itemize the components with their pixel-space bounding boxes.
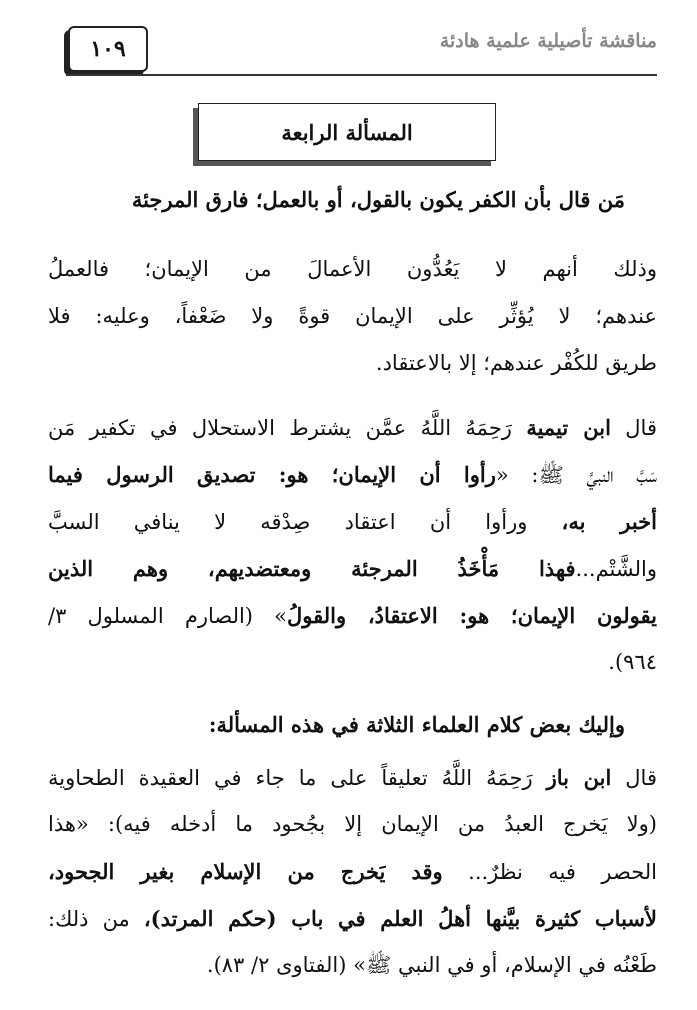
para3-line3: [48, 860, 657, 884]
author-ibn-taymiyya: ابن تيمية: [526, 415, 611, 440]
para2-line4-a: والشَّتْم...: [575, 557, 657, 581]
para1-line3: طريق للكُفْر عندهم؛ إلا بالاعتقاد.: [375, 351, 657, 375]
para2-line6: ٩٦٤).: [608, 650, 657, 674]
section-title: المسألة الرابعة: [281, 119, 413, 145]
para3-line5: طَعْنُه في الإسلام، أو في النبي ﷺ» (الفتاوى ٢/ ٨٣).: [206, 953, 657, 977]
author-ibn-baz: ابن باز: [546, 765, 612, 790]
para2-line2: [48, 463, 657, 487]
para2-line4: [48, 557, 657, 581]
para2-line3-b: ورأوا أن اعتقاد صِدْقه لا ينافي السبَّ: [48, 510, 528, 534]
para2-line1-c: رَحِمَهُ اللَّهُ عمَّن يشترط الاستحلال في تكفير مَن: [48, 416, 512, 440]
para1-line1: وذلك أنهم لا يَعُدُّون الأعمالَ من الإيمان؛ فالعملُ: [48, 257, 657, 281]
para2-line3: [48, 510, 657, 534]
para3-line4-a: لأسباب كثيرة بيَّنها أهلُ العلم في باب (حكم المرتد)،: [143, 906, 657, 931]
subheading: وإليك بعض كلام العلماء الثلاثة في هذه المسألة:: [208, 712, 625, 737]
para2-line4-b: فهذا مَأْخَذُ المرجئة ومعتضديهم، وهم الذين: [48, 556, 576, 581]
para2-line5-a: يقولون الإيمان؛ هو: الاعتقادُ، والقولُ: [286, 603, 657, 628]
para2-line1-a: قال: [625, 416, 657, 440]
para3-line1: [48, 766, 657, 790]
para3-line1-a: قال: [625, 766, 657, 790]
para2-line5-b: » (الصارم المسلول ٣/: [48, 604, 287, 628]
para2-line1: [48, 416, 657, 440]
para1-line2: عندهم؛ لا يُؤثِّر على الإيمان قوةً ولا ضَعْفاً، وعليه: فلا: [48, 304, 657, 328]
para2-line5: [48, 604, 657, 628]
para2-line2-a: سَبَّ النبيَّ ﷺ: «: [495, 463, 657, 487]
header-divider: [66, 74, 657, 76]
para3-line4: [48, 907, 657, 931]
para3-line2: (ولا يَخرج العبدُ من الإيمان إلا بجُحود ما أدخله فيه): «هذا: [48, 812, 657, 836]
page-number: ١٠٩: [68, 26, 148, 72]
para3-line3-b: وقد يَخرج من الإسلام بغير الجحود،: [48, 859, 443, 884]
running-title: مناقشة تأصيلية علمية هادئة: [439, 30, 657, 52]
para3-line3-a: الحصر فيه نظرٌ...: [468, 860, 657, 884]
section-title-box: [198, 103, 496, 161]
para2-line3-a: أخبر به،: [561, 509, 657, 534]
para2-line2-b: رأوا أن الإيمان؛ هو: تصديق الرسول فيما: [48, 462, 496, 487]
para3-line4-b: من ذلك:: [48, 907, 130, 931]
section-heading: مَن قال بأن الكفر يكون بالقول، أو بالعمل؛ فارق المرجئة: [131, 187, 625, 212]
para3-line1-c: رَحِمَهُ اللَّهُ تعليقاً على ما جاء في العقيدة الطحاوية: [48, 766, 533, 790]
